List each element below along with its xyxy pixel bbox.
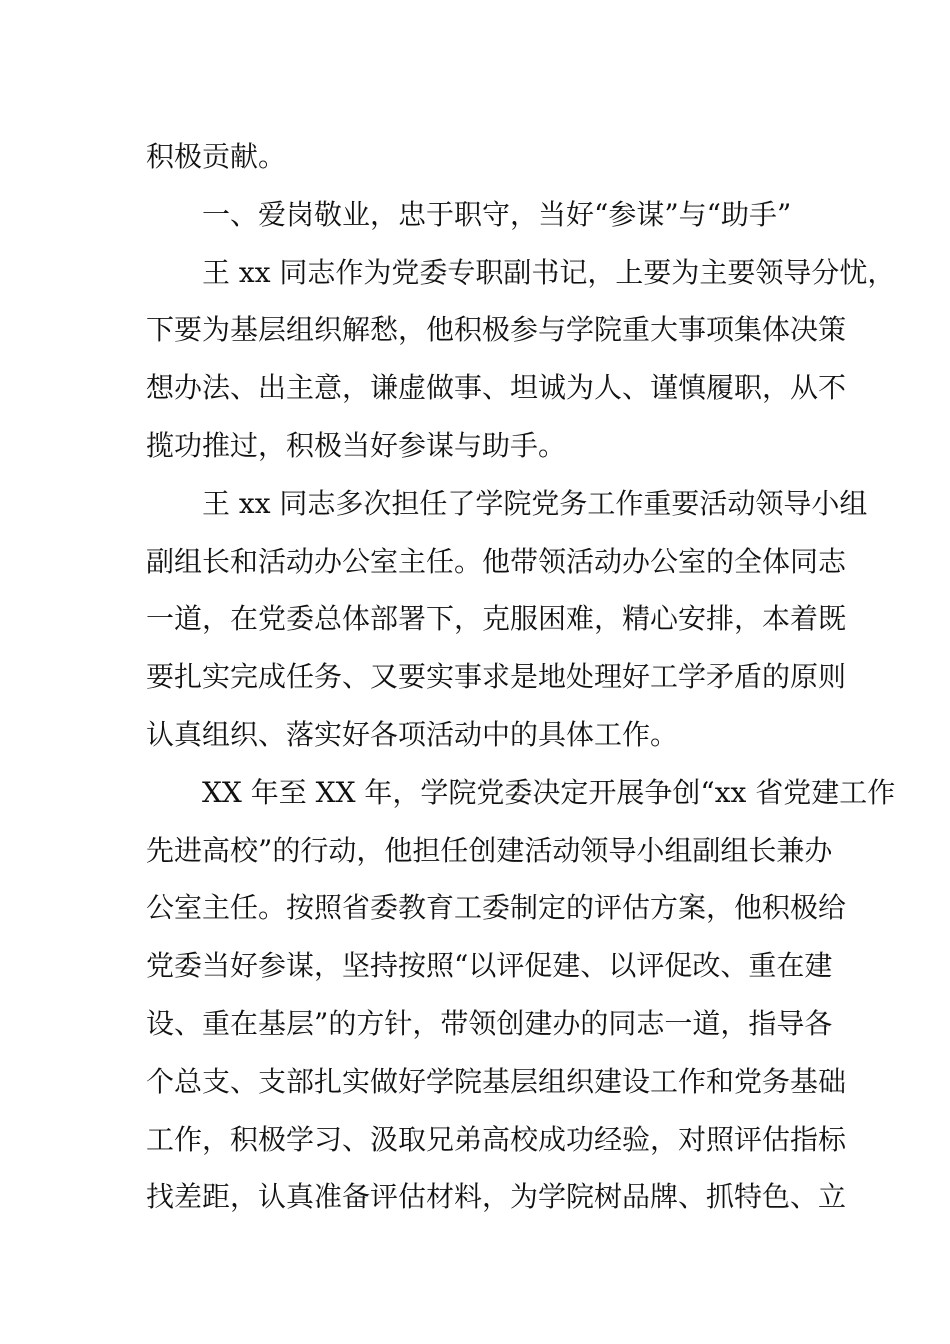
paragraph-line: 党委当好参谋，坚持按照“以评促建、以评促改、重在建: [146, 949, 833, 983]
paragraph-line: 找差距，认真准备评估材料，为学院树品牌、抓特色、立: [146, 1180, 847, 1214]
paragraph-line: 下要为基层组织解愁，他积极参与学院重大事项集体决策: [146, 313, 847, 347]
paragraph-line: 个总支、支部扎实做好学院基层组织建设工作和党务基础: [146, 1064, 847, 1098]
paragraph-line: 认真组织、落实好各项活动中的具体工作。: [146, 717, 679, 751]
section-heading: 一、爱岗敬业，忠于职守，当好“参谋”与“助手”: [202, 197, 792, 231]
paragraph-line: 王 xx 同志多次担任了学院党务工作重要活动领导小组: [202, 486, 868, 520]
paragraph-line: 副组长和活动办公室主任。他带领活动办公室的全体同志: [146, 544, 847, 578]
paragraph-line: 积极贡献。: [146, 140, 287, 173]
paragraph-line: 要扎实完成任务、又要实事求是地处理好工学矛盾的原则: [146, 660, 847, 694]
paragraph-line: 公室主任。按照省委教育工委制定的评估方案，他积极给: [146, 891, 847, 925]
paragraph-line: XX 年至 XX 年，学院党委决定开展争创“xx 省党建工作: [202, 775, 896, 809]
paragraph-line: 一道，在党委总体部署下，克服困难，精心安排，本着既: [146, 602, 847, 636]
paragraph-line: 设、重在基层”的方针，带领创建办的同志一道，指导各: [146, 1006, 833, 1040]
paragraph-line: 先进高校”的行动，他担任创建活动领导小组副组长兼办: [146, 833, 833, 867]
paragraph-line: 王 xx 同志作为党委专职副书记，上要为主要领导分忧，: [202, 255, 896, 289]
paragraph-line: 揽功推过，积极当好参谋与助手。: [146, 428, 567, 462]
paragraph-line: 工作，积极学习、汲取兄弟高校成功经验，对照评估指标: [146, 1122, 847, 1156]
document-body: [146, 128, 896, 1226]
paragraph-line: 想办法、出主意，谦虚做事、坦诚为人、谨慎履职，从不: [146, 371, 847, 405]
